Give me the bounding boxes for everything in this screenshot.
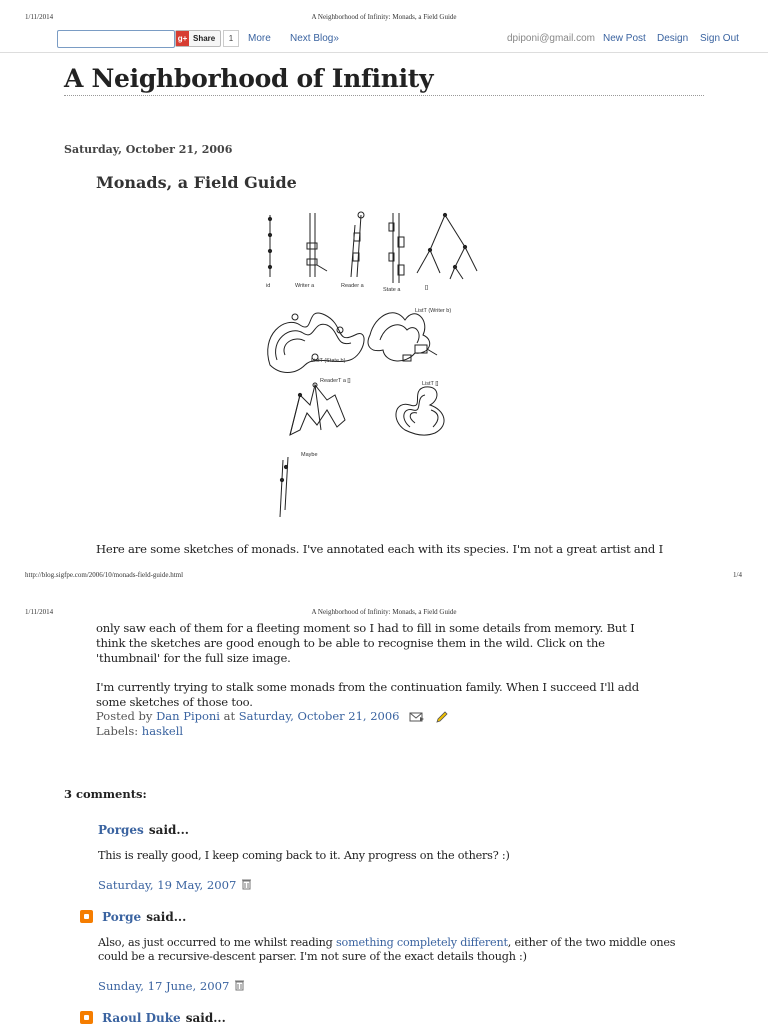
header-divider	[64, 95, 704, 96]
label-link-haskell[interactable]: haskell	[141, 724, 184, 738]
author-link[interactable]: Dan Piponi	[156, 709, 220, 723]
print-title-page2: A Neighborhood of Infinity: Monads, a Field Guide	[311, 608, 457, 616]
sketch-label-maybe: Maybe	[301, 452, 318, 458]
commenter-name[interactable]: Raoul Duke	[102, 1011, 181, 1025]
sketch-label-writer: Writer a	[295, 283, 315, 289]
sketch-label-readert: ReaderT a []	[320, 378, 351, 384]
comments-heading: 3 comments:	[64, 787, 147, 801]
new-post-link[interactable]: New Post	[603, 33, 646, 44]
sketch-label-listt-state: ListT (State b)	[311, 358, 346, 364]
labels-prefix: Labels:	[96, 724, 139, 738]
comment-header	[98, 819, 189, 838]
comment-header	[80, 906, 186, 925]
comment-timestamp[interactable]: Saturday, 19 May, 2007	[98, 878, 237, 892]
commenter-name[interactable]: Porge	[102, 910, 142, 924]
posted-at: at	[223, 709, 236, 723]
sketch-label-listt-writer: ListT (Writer b)	[415, 308, 452, 314]
comment-timestamp[interactable]: Sunday, 17 June, 2007	[98, 979, 230, 993]
post-footer	[96, 709, 449, 724]
search-input[interactable]	[57, 30, 175, 48]
comment-link[interactable]: something completely different	[336, 936, 508, 949]
post-paragraph-line: think the sketches are good enough to be able to recognise them in the wild. Click on the	[96, 636, 605, 650]
post-paragraph-line: some sketches of those too.	[96, 695, 253, 709]
print-date-page2: 1/11/2014	[25, 608, 54, 616]
print-title: A Neighborhood of Infinity: Monads, a Field Guide	[311, 13, 457, 21]
post-paragraph-line: I'm currently trying to stalk some monads from the continuation family. When I succeed I'll add	[96, 680, 639, 694]
post-paragraph-line: Here are some sketches of monads. I've annotated each with its species. I'm not a great artist and I	[96, 542, 663, 556]
user-email: dpiponi@gmail.com	[507, 33, 595, 44]
print-date: 1/11/2014	[25, 13, 54, 21]
google-plus-icon: g+	[176, 31, 189, 46]
blogger-profile-icon	[80, 910, 93, 923]
comment-text: This is really good, I keep coming back to it. Any progress on the others? :)	[98, 849, 510, 862]
comment-text-part: Also, as just occurred to me whilst reading	[98, 936, 333, 949]
more-link[interactable]: More	[248, 33, 271, 44]
print-page-number: 1/4	[733, 571, 742, 579]
share-button[interactable]	[175, 30, 221, 47]
print-url: http://blog.sigfpe.com/2006/10/monads-field-guide.html	[25, 571, 184, 579]
sketch-label-list: []	[425, 285, 429, 291]
delete-comment-icon[interactable]	[234, 979, 245, 991]
posted-by-prefix: Posted by	[96, 709, 153, 723]
post-paragraph-line: 'thumbnail' for the full size image.	[96, 651, 291, 665]
post-permalink[interactable]: Saturday, October 21, 2006	[238, 709, 400, 723]
commenter-name[interactable]: Porges	[98, 823, 144, 837]
post-labels	[96, 724, 183, 738]
email-post-icon[interactable]	[409, 711, 425, 723]
comment-text: could be a recursive-descent parser. I'm not sure of the exact details though :)	[98, 950, 527, 963]
said-label: said...	[146, 910, 187, 924]
sketch-label-state: State a	[383, 287, 401, 293]
blog-title[interactable]: A Neighborhood of Infinity	[64, 64, 434, 93]
comment-header	[80, 1007, 226, 1026]
comment-timestamp-row	[98, 874, 252, 893]
said-label: said...	[185, 1011, 226, 1025]
next-blog-link[interactable]: Next Blog»	[290, 33, 339, 44]
post-paragraph-line: only saw each of them for a fleeting moment so I had to fill in some details from memory. But I	[96, 621, 635, 635]
comment-text	[98, 935, 675, 950]
delete-comment-icon[interactable]	[241, 878, 252, 890]
design-link[interactable]: Design	[657, 33, 689, 44]
sign-out-link[interactable]: Sign Out	[700, 33, 739, 44]
share-count: 1	[223, 30, 239, 47]
post-title[interactable]: Monads, a Field Guide	[96, 173, 297, 192]
sketch-label-reader: Reader a	[341, 283, 364, 289]
sketch-label-id: id	[266, 283, 271, 289]
comment-timestamp-row	[98, 975, 245, 994]
comment-text-part: , either of the two middle ones	[507, 936, 676, 949]
sketch-label-listt-list: ListT []	[422, 381, 439, 387]
said-label: said...	[148, 823, 189, 837]
post-date: Saturday, October 21, 2006	[64, 143, 233, 156]
share-label: Share	[193, 34, 216, 43]
edit-pencil-icon[interactable]	[435, 710, 449, 724]
monad-sketches-image[interactable]	[255, 205, 485, 525]
blogger-profile-icon	[80, 1011, 93, 1024]
